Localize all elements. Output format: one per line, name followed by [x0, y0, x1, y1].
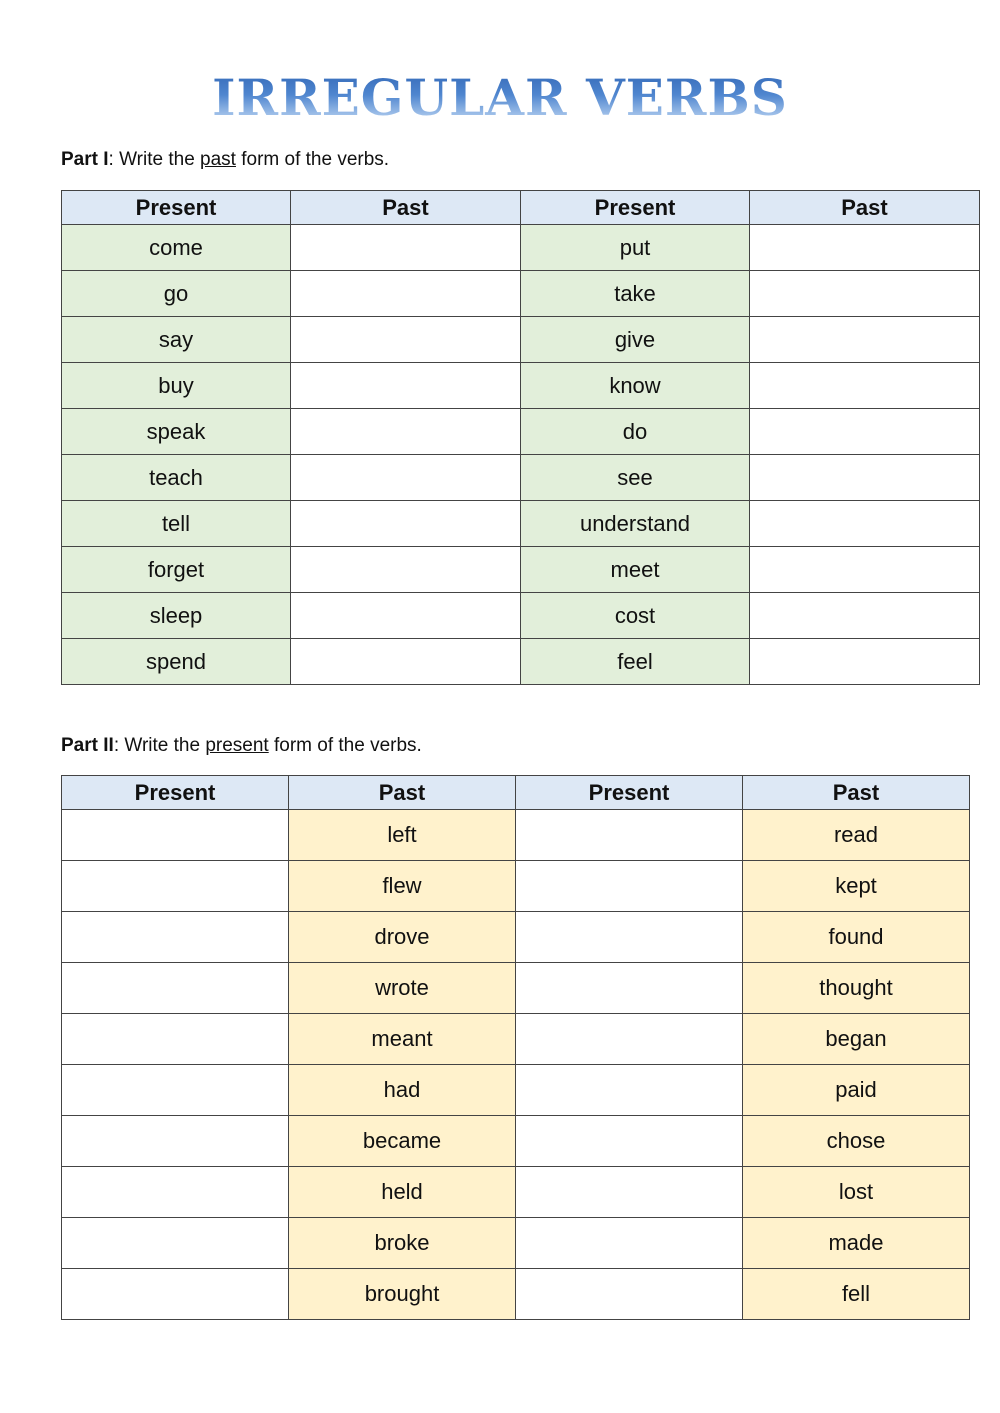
past-answer-cell[interactable]: [750, 225, 980, 271]
past-answer-cell[interactable]: [291, 225, 521, 271]
table-row: [62, 1167, 970, 1218]
present-answer-cell[interactable]: [62, 861, 289, 912]
present-answer-cell[interactable]: [62, 963, 289, 1014]
part2-rows: [62, 810, 970, 1320]
present-answer-cell[interactable]: [62, 1218, 289, 1269]
part1-keyword: past: [200, 149, 236, 170]
present-verb-cell: come: [62, 225, 291, 271]
present-answer-cell[interactable]: [516, 963, 743, 1014]
header-past: Past: [291, 191, 521, 225]
past-verb-cell: broke: [289, 1218, 516, 1269]
present-answer-cell[interactable]: [516, 1218, 743, 1269]
present-verb-cell: do: [521, 409, 750, 455]
past-answer-cell[interactable]: [750, 501, 980, 547]
header-present: Present: [516, 776, 743, 810]
header-present: Present: [62, 776, 289, 810]
past-answer-cell[interactable]: [750, 593, 980, 639]
part1-label: Part I: [61, 149, 109, 170]
present-verb-cell: speak: [62, 409, 291, 455]
part1-header-row: [62, 191, 980, 225]
present-verb-cell: buy: [62, 363, 291, 409]
table-row: [62, 1218, 970, 1269]
table-row: [62, 639, 980, 685]
part1-instruction-end: form of the verbs.: [235, 149, 390, 170]
past-verb-cell: had: [289, 1065, 516, 1116]
present-verb-cell: meet: [521, 547, 750, 593]
past-verb-cell: flew: [289, 861, 516, 912]
present-verb-cell: put: [521, 225, 750, 271]
past-verb-cell: paid: [743, 1065, 970, 1116]
part2-instruction: [61, 734, 422, 758]
present-verb-cell: know: [521, 363, 750, 409]
past-answer-cell[interactable]: [750, 455, 980, 501]
present-verb-cell: spend: [62, 639, 291, 685]
present-answer-cell[interactable]: [516, 1269, 743, 1320]
past-answer-cell[interactable]: [291, 593, 521, 639]
present-verb-cell: say: [62, 317, 291, 363]
header-past: Past: [289, 776, 516, 810]
past-verb-cell: thought: [743, 963, 970, 1014]
present-answer-cell[interactable]: [516, 912, 743, 963]
table-row: [62, 1116, 970, 1167]
present-answer-cell[interactable]: [516, 1065, 743, 1116]
present-answer-cell[interactable]: [62, 810, 289, 861]
past-verb-cell: became: [289, 1116, 516, 1167]
present-verb-cell: go: [62, 271, 291, 317]
present-answer-cell[interactable]: [516, 861, 743, 912]
past-answer-cell[interactable]: [750, 317, 980, 363]
header-past: Past: [743, 776, 970, 810]
past-answer-cell[interactable]: [750, 363, 980, 409]
present-answer-cell[interactable]: [62, 1014, 289, 1065]
past-verb-cell: fell: [743, 1269, 970, 1320]
past-answer-cell[interactable]: [291, 455, 521, 501]
header-present: Present: [62, 191, 291, 225]
table-row: [62, 455, 980, 501]
present-verb-cell: forget: [62, 547, 291, 593]
table-row: [62, 225, 980, 271]
present-answer-cell[interactable]: [62, 1116, 289, 1167]
past-answer-cell[interactable]: [750, 639, 980, 685]
part1-instruction-start: : Write the: [108, 149, 201, 170]
part2-keyword: present: [205, 735, 269, 756]
table-row: [62, 363, 980, 409]
past-verb-cell: found: [743, 912, 970, 963]
past-verb-cell: drove: [289, 912, 516, 963]
present-answer-cell[interactable]: [516, 810, 743, 861]
present-answer-cell[interactable]: [62, 1065, 289, 1116]
table-row: [62, 810, 970, 861]
past-answer-cell[interactable]: [291, 317, 521, 363]
table-row: [62, 271, 980, 317]
present-verb-cell: understand: [521, 501, 750, 547]
past-verb-cell: brought: [289, 1269, 516, 1320]
past-answer-cell[interactable]: [750, 547, 980, 593]
past-answer-cell[interactable]: [291, 547, 521, 593]
header-past: Past: [750, 191, 980, 225]
table-row: [62, 1269, 970, 1320]
page-title: IRREGULAR VERBS: [0, 66, 1000, 130]
past-verb-cell: chose: [743, 1116, 970, 1167]
present-verb-cell: tell: [62, 501, 291, 547]
present-verb-cell: cost: [521, 593, 750, 639]
table-row: [62, 409, 980, 455]
past-answer-cell[interactable]: [750, 409, 980, 455]
part1-rows: [62, 225, 980, 685]
past-answer-cell[interactable]: [291, 501, 521, 547]
past-answer-cell[interactable]: [291, 639, 521, 685]
past-answer-cell[interactable]: [291, 271, 521, 317]
present-answer-cell[interactable]: [516, 1116, 743, 1167]
present-answer-cell[interactable]: [62, 1269, 289, 1320]
part1-instruction: [61, 148, 389, 172]
present-verb-cell: take: [521, 271, 750, 317]
past-answer-cell[interactable]: [291, 363, 521, 409]
present-verb-cell: sleep: [62, 593, 291, 639]
table-row: [62, 317, 980, 363]
present-answer-cell[interactable]: [62, 1167, 289, 1218]
header-present: Present: [521, 191, 750, 225]
past-answer-cell[interactable]: [291, 409, 521, 455]
part1-table: [61, 190, 980, 685]
table-row: [62, 547, 980, 593]
part2-instruction-end: form of the verbs.: [268, 735, 422, 756]
table-row: [62, 861, 970, 912]
table-row: [62, 963, 970, 1014]
present-answer-cell[interactable]: [516, 1167, 743, 1218]
past-verb-cell: began: [743, 1014, 970, 1065]
past-verb-cell: lost: [743, 1167, 970, 1218]
past-verb-cell: held: [289, 1167, 516, 1218]
present-verb-cell: feel: [521, 639, 750, 685]
past-verb-cell: made: [743, 1218, 970, 1269]
past-verb-cell: read: [743, 810, 970, 861]
table-row: [62, 912, 970, 963]
part2-label: Part II: [61, 735, 114, 756]
table-row: [62, 1065, 970, 1116]
past-verb-cell: left: [289, 810, 516, 861]
part2-instruction-start: : Write the: [113, 735, 206, 756]
past-verb-cell: meant: [289, 1014, 516, 1065]
past-verb-cell: kept: [743, 861, 970, 912]
table-row: [62, 501, 980, 547]
past-verb-cell: wrote: [289, 963, 516, 1014]
present-verb-cell: see: [521, 455, 750, 501]
part2-header-row: [62, 776, 970, 810]
present-verb-cell: give: [521, 317, 750, 363]
present-verb-cell: teach: [62, 455, 291, 501]
part2-table: [61, 775, 970, 1320]
table-row: [62, 1014, 970, 1065]
present-answer-cell[interactable]: [516, 1014, 743, 1065]
table-row: [62, 593, 980, 639]
present-answer-cell[interactable]: [62, 912, 289, 963]
past-answer-cell[interactable]: [750, 271, 980, 317]
